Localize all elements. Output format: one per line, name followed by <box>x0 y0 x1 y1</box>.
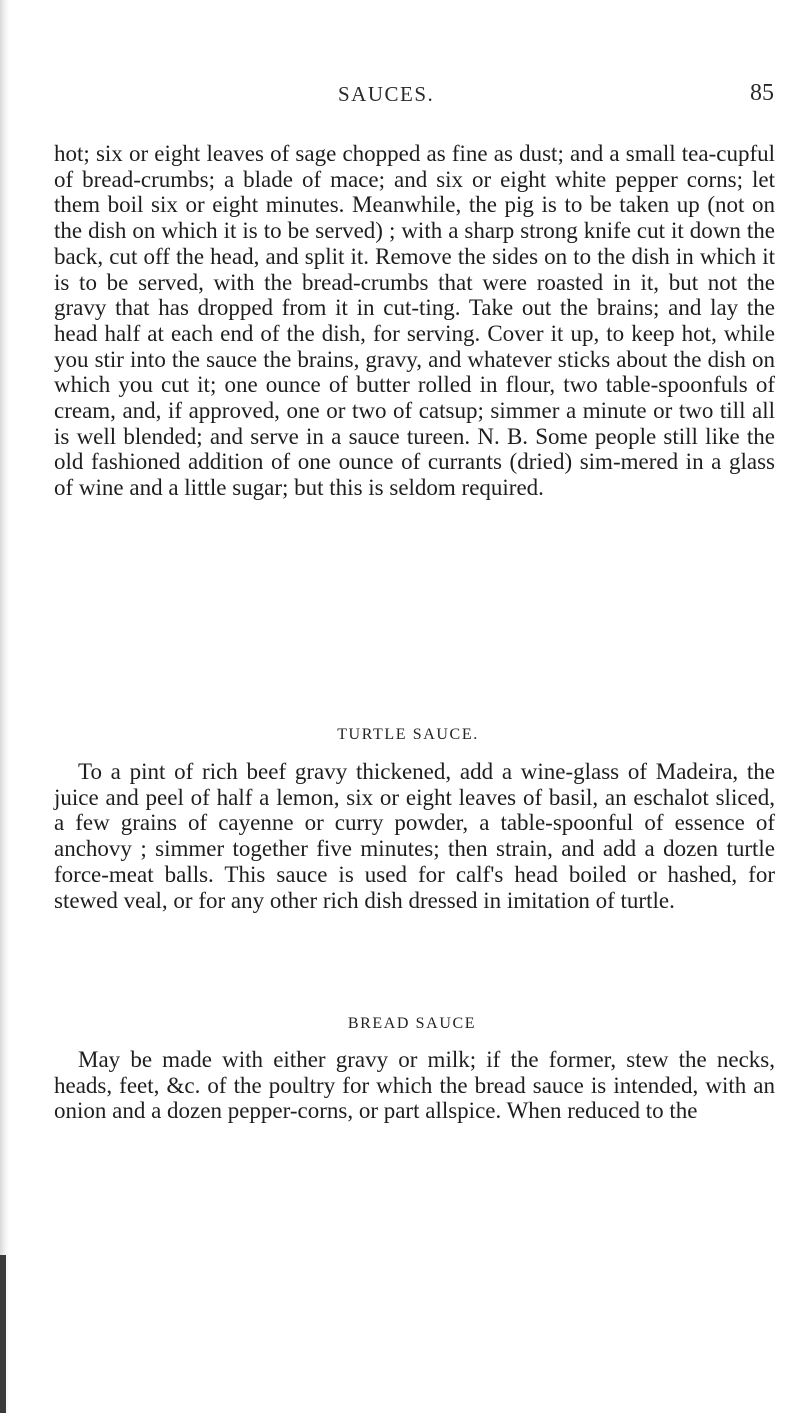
continued-paragraph <box>54 141 775 501</box>
running-title: SAUCES. <box>338 82 435 106</box>
paragraph-text: May be made with either gravy or milk; if the former, stew the necks, heads, feet, &c. of the poultry for which the bread sauce is intended, with an onion and a dozen pepper-corns, or part allspice. When reduced to the <box>54 1047 775 1124</box>
section-title-bread-sauce: BREAD SAUCE <box>347 1015 477 1032</box>
section-title-turtle-sauce: TURTLE SAUCE. <box>337 726 479 743</box>
binding-edge-mark <box>0 1255 6 1413</box>
bread-sauce-paragraph <box>54 1047 775 1124</box>
page-gutter-shadow <box>0 0 10 1413</box>
paragraph-text: hot; six or eight leaves of sage chopped as fine as dust; and a small tea-cupful of bread-crumbs; a blade of mace; and six or eight white pepper corns; let them boil six or eight minutes. Meanwhile, the pig is to be taken up (not on the dish on which it is to be served) ; with a sharp strong knife cut it down the back, cut off the head, and split it. Remove the sides on to the dish in which it is to be served, with the bread-crumbs that were roasted in it, but not the gravy that has dropped from it in cut-ting. Take out the brains; and lay the head half at each end of the dish, for serving. Cover it up, to keep hot, while you stir into the sauce the brains, gravy, and whatever sticks about the dish on which you cut it; one ounce of butter rolled in flour, two table-spoonfuls of cream, and, if approved, one or two of catsup; simmer a minute or two till all is well blended; and serve in a sauce tureen. N. B. Some people still like the old fashioned addition of one ounce of currants (dried) sim-mered in a glass of wine and a little sugar; but this is seldom required. <box>54 141 775 501</box>
turtle-sauce-paragraph <box>54 759 775 913</box>
page-number: 85 <box>750 80 774 106</box>
paragraph-text: To a pint of rich beef gravy thickened, add a wine-glass of Madeira, the juice and peel of half a lemon, six or eight leaves of basil, an eschalot sliced, a few grains of cayenne or curry powder, a table-spoonful of essence of anchovy ; simmer together five minutes; then strain, and add a dozen turtle force-meat balls. This sauce is used for calf's head boiled or hashed, for stewed veal, or for any other rich dish dressed in imitation of turtle. <box>54 759 775 913</box>
page-header <box>254 82 774 112</box>
